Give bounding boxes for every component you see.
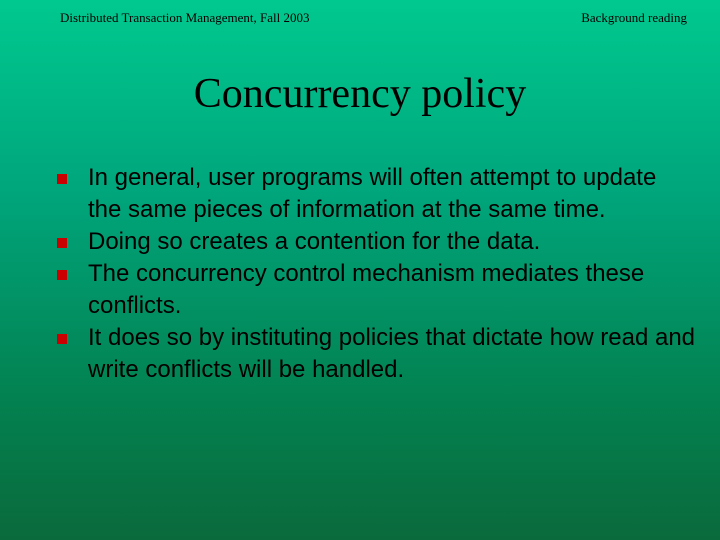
bullet-list bbox=[56, 162, 696, 386]
square-bullet-icon bbox=[57, 270, 67, 280]
header-section-label: Background reading bbox=[581, 10, 687, 25]
bullet-text: In general, user programs will often attempt to update the same pieces of information at the same time. bbox=[88, 164, 657, 223]
bullet-text: Doing so creates a contention for the data. bbox=[88, 228, 541, 255]
bullet-item bbox=[56, 258, 696, 322]
square-bullet-icon bbox=[57, 238, 67, 248]
bullet-item bbox=[56, 162, 696, 226]
square-bullet-icon bbox=[57, 174, 67, 184]
header-course-title: Distributed Transaction Management, Fall 2003 bbox=[60, 10, 310, 25]
bullet-text: It does so by instituting policies that dictate how read and write conflicts will be handled. bbox=[88, 324, 696, 383]
bullet-item bbox=[56, 322, 696, 386]
square-bullet-icon bbox=[57, 334, 67, 344]
bullet-text: The concurrency control mechanism mediates these conflicts. bbox=[88, 260, 645, 319]
bullet-item bbox=[56, 226, 696, 258]
slide-title: Concurrency policy bbox=[193, 71, 527, 117]
